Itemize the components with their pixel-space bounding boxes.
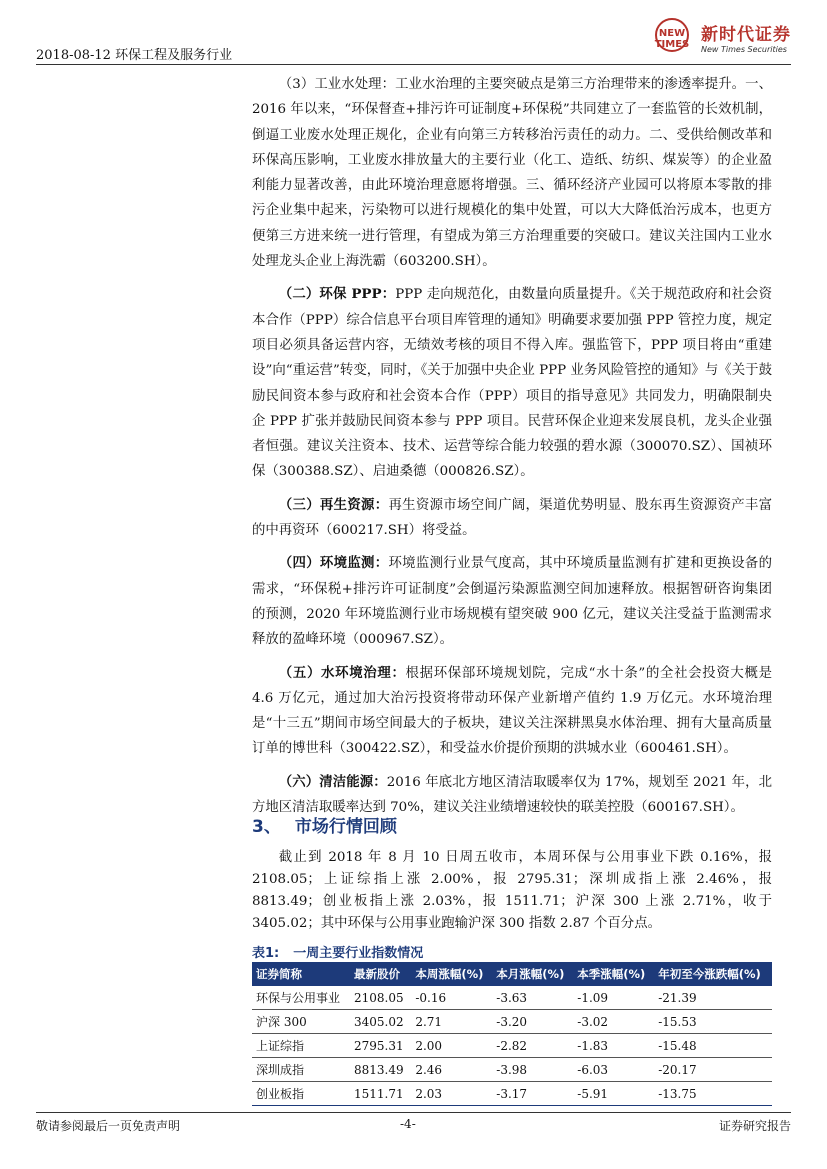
- table-cell: 上证综指: [252, 1034, 350, 1058]
- table-cell: -2.82: [492, 1034, 573, 1058]
- logo-chinese-name: 新时代证券: [701, 25, 791, 45]
- index-table: [252, 962, 772, 1106]
- paragraph: （三）再生资源：再生资源市场空间广阔，渠道优势明显、股东再生资源资产丰富的中再资环（600217.SH）将受益。: [252, 496, 772, 539]
- table-cell: 深圳成指: [252, 1058, 350, 1082]
- paragraph: （四）环境监测：环境监测行业景气度高，其中环境质量监测有扩建和更换设备的需求，“环保税+排污许可证制度”会倒逼污染源监测空间加速释放。根据智研咨询集团的预测，2020 年环境监测行业市场规模有望突破 900 亿元，建议关注受益于监测需求释放的盈峰环境（000967.SZ）。: [252, 555, 772, 648]
- table-caption: [252, 942, 423, 961]
- company-logo: [649, 16, 791, 58]
- table-cell: 3405.02: [350, 1010, 411, 1034]
- paragraph: （五）水环境治理：根据环保部环境规划院，完成“水十条”的全社会投资大概是 4.6 万亿元，通过加大治污投资将带动环保产业新增产值约 1.9 万亿元。水环境治理是“十三五”期间市场空间最大的子板块，建议关注深耕黑臭水体治理、拥有大量高质量订单的博世科（300422.SZ），和受益水价提价预期的洪城水业（600461.SH）。: [252, 664, 772, 757]
- table-cell: 沪深 300: [252, 1010, 350, 1034]
- table-header-row: [252, 962, 772, 986]
- table-row: [252, 1058, 772, 1082]
- footer-divider: [36, 1112, 791, 1113]
- table-cell: 创业板指: [252, 1082, 350, 1106]
- table-row: [252, 1010, 772, 1034]
- table-cell: 2.03: [411, 1082, 492, 1106]
- table-header-cell: 最新股价: [350, 962, 411, 986]
- table-cell: -20.17: [654, 1058, 772, 1082]
- market-review-text: 截止到 2018 年 8 月 10 日周五收市，本周环保与公用事业下跌 0.16%，报 2108.05；上证综指上涨 2.00%，报 2795.31；深圳成指上涨 2.46%，报 8813.49；创业板指上涨 2.03%，报 1511.71；沪深 300 上涨 2.71%，收于 3405.02；其中环保与公用事业跑输沪深 300 指数 2.87 个百分点。: [252, 850, 772, 931]
- table-cell: 1511.71: [350, 1082, 411, 1106]
- table-cell: -21.39: [654, 986, 772, 1010]
- paragraph: （3）工业水处理：工业水治理的主要突破点是第三方治理带来的渗透率提升。一、2016 年以来，“环保督查+排污许可证制度+环保税”共同建立了一套监管的长效机制，倒逼工业废水处理正规化，企业有向第三方转移治污责任的动力。二、受供给侧改革和环保高压影响，工业废水排放量大的主要行业（化工、造纸、纺织、煤炭等）的企业盈利能力显著改善，由此环境治理意愿将增强。三、循环经济产业园可以将原本零散的排污企业集中起来，污染物可以进行规模化的集中处置，可以大大降低治污成本，也更方便第三方进来统一进行管理，有望成为第三方治理重要的突破口。建议关注国内工业水处理龙头企业上海洗霸（603200.SH）。: [252, 77, 772, 270]
- table-cell: -13.75: [654, 1082, 772, 1106]
- table-cell: -1.09: [573, 986, 654, 1010]
- paragraph: （二）环保 PPP：PPP 走向规范化，由数量向质量提升。《关于规范政府和社会资本合作（PPP）综合信息平台项目库管理的通知》明确要求要加强 PPP 管控力度，规定项目必须具备运营内容，无绩效考核的项目不得入库。强监管下，PPP 项目将由“重建设”向“重运营”转变，同时，《关于加强中央企业 PPP 业务风险管控的通知》与《关于鼓励民间资本参与政府和社会资本合作（PPP）项目的指导意见》共同发力，明确限制央企 PPP 扩张并鼓励民间资本参与 PPP 项目。民营环保企业迎来发展良机，龙头企业强者恒强。建议关注资本、技术、运营等综合能力较强的碧水源（300070.SZ）、国祯环保（300388.SZ）、启迪桑德（000826.SZ）。: [252, 286, 772, 480]
- section-number: 3、: [252, 817, 281, 837]
- section-heading: [252, 812, 397, 837]
- table-cell: 2.71: [411, 1010, 492, 1034]
- header-divider: [36, 64, 791, 65]
- paragraph: （六）清洁能源：2016 年底北方地区清洁取暖率仅为 17%，规划至 2021 年，北方地区清洁取暖率达到 70%，建议关注业绩增速较快的联美控股（600167.SH）。: [252, 773, 772, 816]
- table-cell: -3.20: [492, 1010, 573, 1034]
- page-number: -4-: [400, 1117, 416, 1131]
- table-cell: 2.46: [411, 1058, 492, 1082]
- table-header-cell: 本季涨幅(%): [573, 962, 654, 986]
- header-date-industry: 2018-08-12 环保工程及服务行业: [36, 48, 233, 63]
- table-header-cell: 证券简称: [252, 962, 350, 986]
- footer-disclaimer: 敬请参阅最后一页免责声明: [36, 1119, 181, 1133]
- table-header-cell: 本周涨幅(%): [411, 962, 492, 986]
- table-cell: -15.53: [654, 1010, 772, 1034]
- table-cell: -15.48: [654, 1034, 772, 1058]
- body-text: [252, 72, 772, 828]
- table-cell: 2795.31: [350, 1034, 411, 1058]
- table-cell: -3.17: [492, 1082, 573, 1106]
- table-cell: -0.16: [411, 986, 492, 1010]
- logo-english-name: New Times Securities: [701, 45, 787, 54]
- table-cell: -3.02: [573, 1010, 654, 1034]
- table-row: [252, 1082, 772, 1106]
- table-header-cell: 年初至今涨跌幅(%): [654, 962, 772, 986]
- table-cell: 2108.05: [350, 986, 411, 1010]
- table-label: 表1:: [252, 946, 280, 961]
- table-row: [252, 1034, 772, 1058]
- footer-report-type: 证券研究报告: [718, 1119, 791, 1133]
- table-title: 一周主要行业指数情况: [293, 946, 424, 961]
- table-cell: 环保与公用事业: [252, 986, 350, 1010]
- table-cell: -6.03: [573, 1058, 654, 1082]
- table-header-cell: 本月涨幅(%): [492, 962, 573, 986]
- logo-emblem-icon: [649, 16, 695, 58]
- table-cell: -5.91: [573, 1082, 654, 1106]
- table-cell: -3.63: [492, 986, 573, 1010]
- section-title: 市场行情回顾: [294, 817, 397, 837]
- table-cell: -3.98: [492, 1058, 573, 1082]
- table-cell: 2.00: [411, 1034, 492, 1058]
- table-row: [252, 986, 772, 1010]
- table-cell: -1.83: [573, 1034, 654, 1058]
- table-cell: 8813.49: [350, 1058, 411, 1082]
- logo-mark-text: NEW TIMES: [654, 28, 690, 50]
